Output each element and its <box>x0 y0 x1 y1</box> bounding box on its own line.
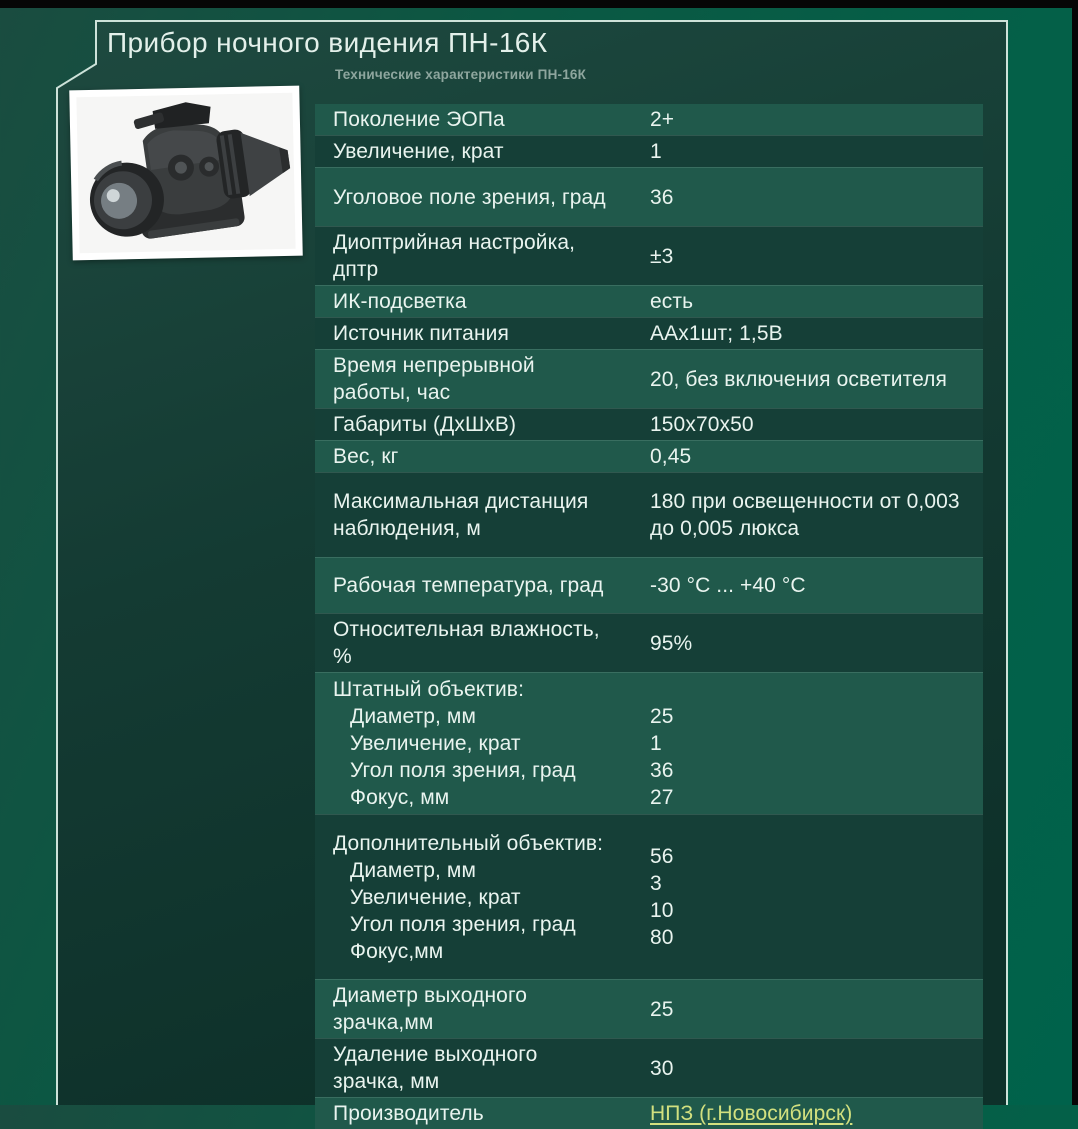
row-label: Диаметр, мм <box>350 705 476 728</box>
table-row <box>315 814 983 979</box>
row-value: 56 <box>650 845 674 868</box>
row-value: 27 <box>650 786 674 809</box>
row-label: Максимальная дистанция наблюдения, м <box>333 490 589 540</box>
group-line <box>315 703 983 730</box>
row-value: 36 <box>650 185 674 209</box>
table-row <box>315 226 983 285</box>
row-label: Габариты (ДхШхВ) <box>333 413 517 436</box>
table-row <box>315 167 983 226</box>
table-row <box>315 440 983 472</box>
row-value: 1 <box>650 140 662 163</box>
lens-group <box>315 673 983 814</box>
row-value: 150х70х50 <box>650 413 754 436</box>
night-vision-device-image <box>76 93 295 253</box>
specs-subtitle: Технические характеристики ПН-16К <box>335 67 587 82</box>
row-label: ИК-подсветка <box>333 290 467 313</box>
group-header: Штатный объектив: <box>333 678 524 701</box>
table-row <box>315 557 983 613</box>
lens-group <box>315 827 983 968</box>
top-letterbox-bar <box>0 0 1078 8</box>
row-label: Фокус,мм <box>350 939 444 963</box>
table-row <box>315 317 983 349</box>
row-label: Увеличение, крат <box>350 732 521 755</box>
table-row <box>315 104 983 135</box>
table-row <box>315 135 983 167</box>
row-label: Рабочая температура, град <box>333 574 604 597</box>
table-row <box>315 1097 983 1129</box>
row-label: Поколение ЭОПа <box>333 108 505 131</box>
row-value: 2+ <box>650 108 675 131</box>
group-values <box>650 830 983 965</box>
table-row <box>315 613 983 672</box>
group-labels <box>315 830 650 965</box>
table-row <box>315 1038 983 1097</box>
page-title: Прибор ночного видения ПН-16К <box>107 27 548 58</box>
row-value: 0,45 <box>650 445 692 468</box>
table-row <box>315 979 983 1038</box>
group-line <box>315 757 983 784</box>
group-line <box>315 784 983 811</box>
group-line <box>315 730 983 757</box>
manufacturer-link[interactable]: НПЗ (г.Новосибирск) <box>650 1102 853 1125</box>
row-value: 80 <box>650 926 674 949</box>
device-photo <box>69 86 303 261</box>
row-label: Уголовое поле зрения, град <box>333 185 606 209</box>
row-value: ААх1шт; 1,5В <box>650 322 783 345</box>
row-label: Время непрерывной работы, час <box>333 354 535 404</box>
table-row <box>315 472 983 557</box>
row-value: 25 <box>650 997 674 1021</box>
row-value <box>650 1098 983 1129</box>
row-label: Удаление выходного зрачка, мм <box>333 1043 538 1093</box>
row-label: Диаметр, мм <box>350 858 476 882</box>
row-value: 10 <box>650 899 674 922</box>
row-label: Источник питания <box>333 322 509 345</box>
row-value: ±3 <box>650 244 674 268</box>
row-label: Увеличение, крат <box>333 140 504 163</box>
row-value: -30 °C ... +40 °C <box>650 574 806 597</box>
row-value: 180 при освещенности от 0,003 до 0,005 люкса <box>650 490 960 540</box>
row-value: 30 <box>650 1056 674 1080</box>
row-label: Угол поля зрения, град <box>350 912 576 936</box>
row-label: Относительная влажность, % <box>333 618 600 668</box>
row-label: Фокус, мм <box>350 786 450 809</box>
row-label: Диоптрийная настройка, дптр <box>333 231 576 281</box>
row-value: 20, без включения осветителя <box>650 367 947 391</box>
row-value: 1 <box>650 732 662 755</box>
row-value: есть <box>650 290 694 313</box>
row-value: 3 <box>650 872 662 895</box>
row-label: Вес, кг <box>333 445 399 468</box>
row-label: Увеличение, крат <box>350 885 521 909</box>
spec-table <box>315 104 983 1129</box>
group-header: Дополнительный объектив: <box>333 831 604 855</box>
row-label: Производитель <box>333 1102 484 1125</box>
row-label: Угол поля зрения, град <box>350 759 576 782</box>
row-value: 25 <box>650 705 674 728</box>
table-row <box>315 285 983 317</box>
table-row <box>315 349 983 408</box>
right-letterbox-bar <box>1072 0 1078 1105</box>
table-row <box>315 672 983 814</box>
table-row <box>315 408 983 440</box>
row-label: Диаметр выходного зрачка,мм <box>333 984 528 1034</box>
row-value: 36 <box>650 759 674 782</box>
row-value: 95% <box>650 631 693 655</box>
